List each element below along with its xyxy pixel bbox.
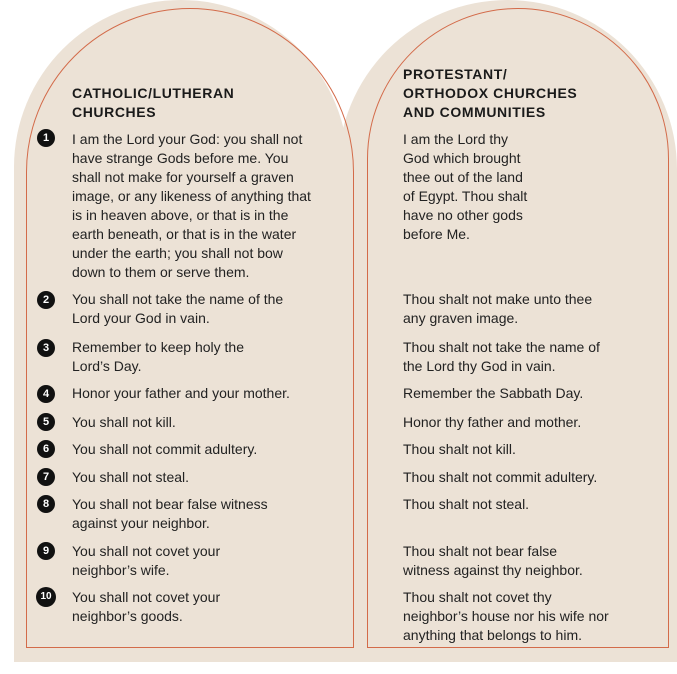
catholic-commandment-text: You shall not kill. — [72, 414, 176, 430]
protestant-commandment-text: Thou shalt not commit adultery. — [403, 469, 598, 485]
commandment-number: 8 — [37, 495, 55, 513]
commandment-number: 3 — [37, 339, 55, 357]
protestant-commandment-text: I am the Lord thy God which brought thee out of the land of Egypt. Thou shalt have no other gods before Me. — [403, 131, 528, 242]
commandment-number: 7 — [37, 468, 55, 486]
catholic-commandment-text: You shall not covet your neighbor’s wife. — [72, 543, 221, 578]
commandment-number: 6 — [37, 440, 55, 458]
catholic-commandment-text: Honor your father and your mother. — [72, 385, 290, 401]
catholic-commandment-text: You shall not take the name of the Lord your God in vain. — [72, 291, 284, 326]
commandment-number: 10 — [36, 587, 56, 607]
catholic-commandment-text: You shall not covet your neighbor’s goods. — [72, 589, 221, 624]
protestant-commandment-text: Thou shalt not covet thy neighbor’s house nor his wife nor anything that belongs to him. — [403, 589, 609, 643]
protestant-commandment-text: Thou shalt not steal. — [403, 496, 530, 512]
protestant-commandment-text: Remember the Sabbath Day. — [403, 385, 584, 401]
protestant-commandment-text: Thou shalt not bear false witness against thy neighbor. — [403, 543, 583, 578]
left-heading: CATHOLIC/LUTHERAN CHURCHES — [72, 85, 235, 120]
protestant-commandment-text: Thou shalt not take the name of the Lord thy God in vain. — [403, 339, 600, 374]
commandment-number: 9 — [37, 542, 55, 560]
catholic-commandment-text: I am the Lord your God: you shall not have strange Gods before me. You shall not make for yourself a graven image, or any likeness of anything that is in heaven above, or that is in the earth beneath, or that is in the water under the earth; you shall not bow down to them or serve them. — [72, 131, 311, 280]
catholic-commandment-text: You shall not steal. — [72, 469, 190, 485]
commandment-number: 1 — [37, 129, 55, 147]
commandment-number: 5 — [37, 413, 55, 431]
catholic-commandment-text: You shall not bear false witness against your neighbor. — [72, 496, 268, 531]
right-heading: PROTESTANT/ ORTHODOX CHURCHES AND COMMUNITIES — [403, 66, 578, 120]
commandment-number: 2 — [37, 291, 55, 309]
protestant-commandment-text: Honor thy father and mother. — [403, 414, 582, 430]
protestant-commandment-text: Thou shalt not kill. — [403, 441, 516, 457]
catholic-commandment-text: You shall not commit adultery. — [72, 441, 258, 457]
commandment-number: 4 — [37, 385, 55, 403]
catholic-commandment-text: Remember to keep holy the Lord’s Day. — [72, 339, 244, 374]
protestant-commandment-text: Thou shalt not make unto thee any graven image. — [403, 291, 593, 326]
